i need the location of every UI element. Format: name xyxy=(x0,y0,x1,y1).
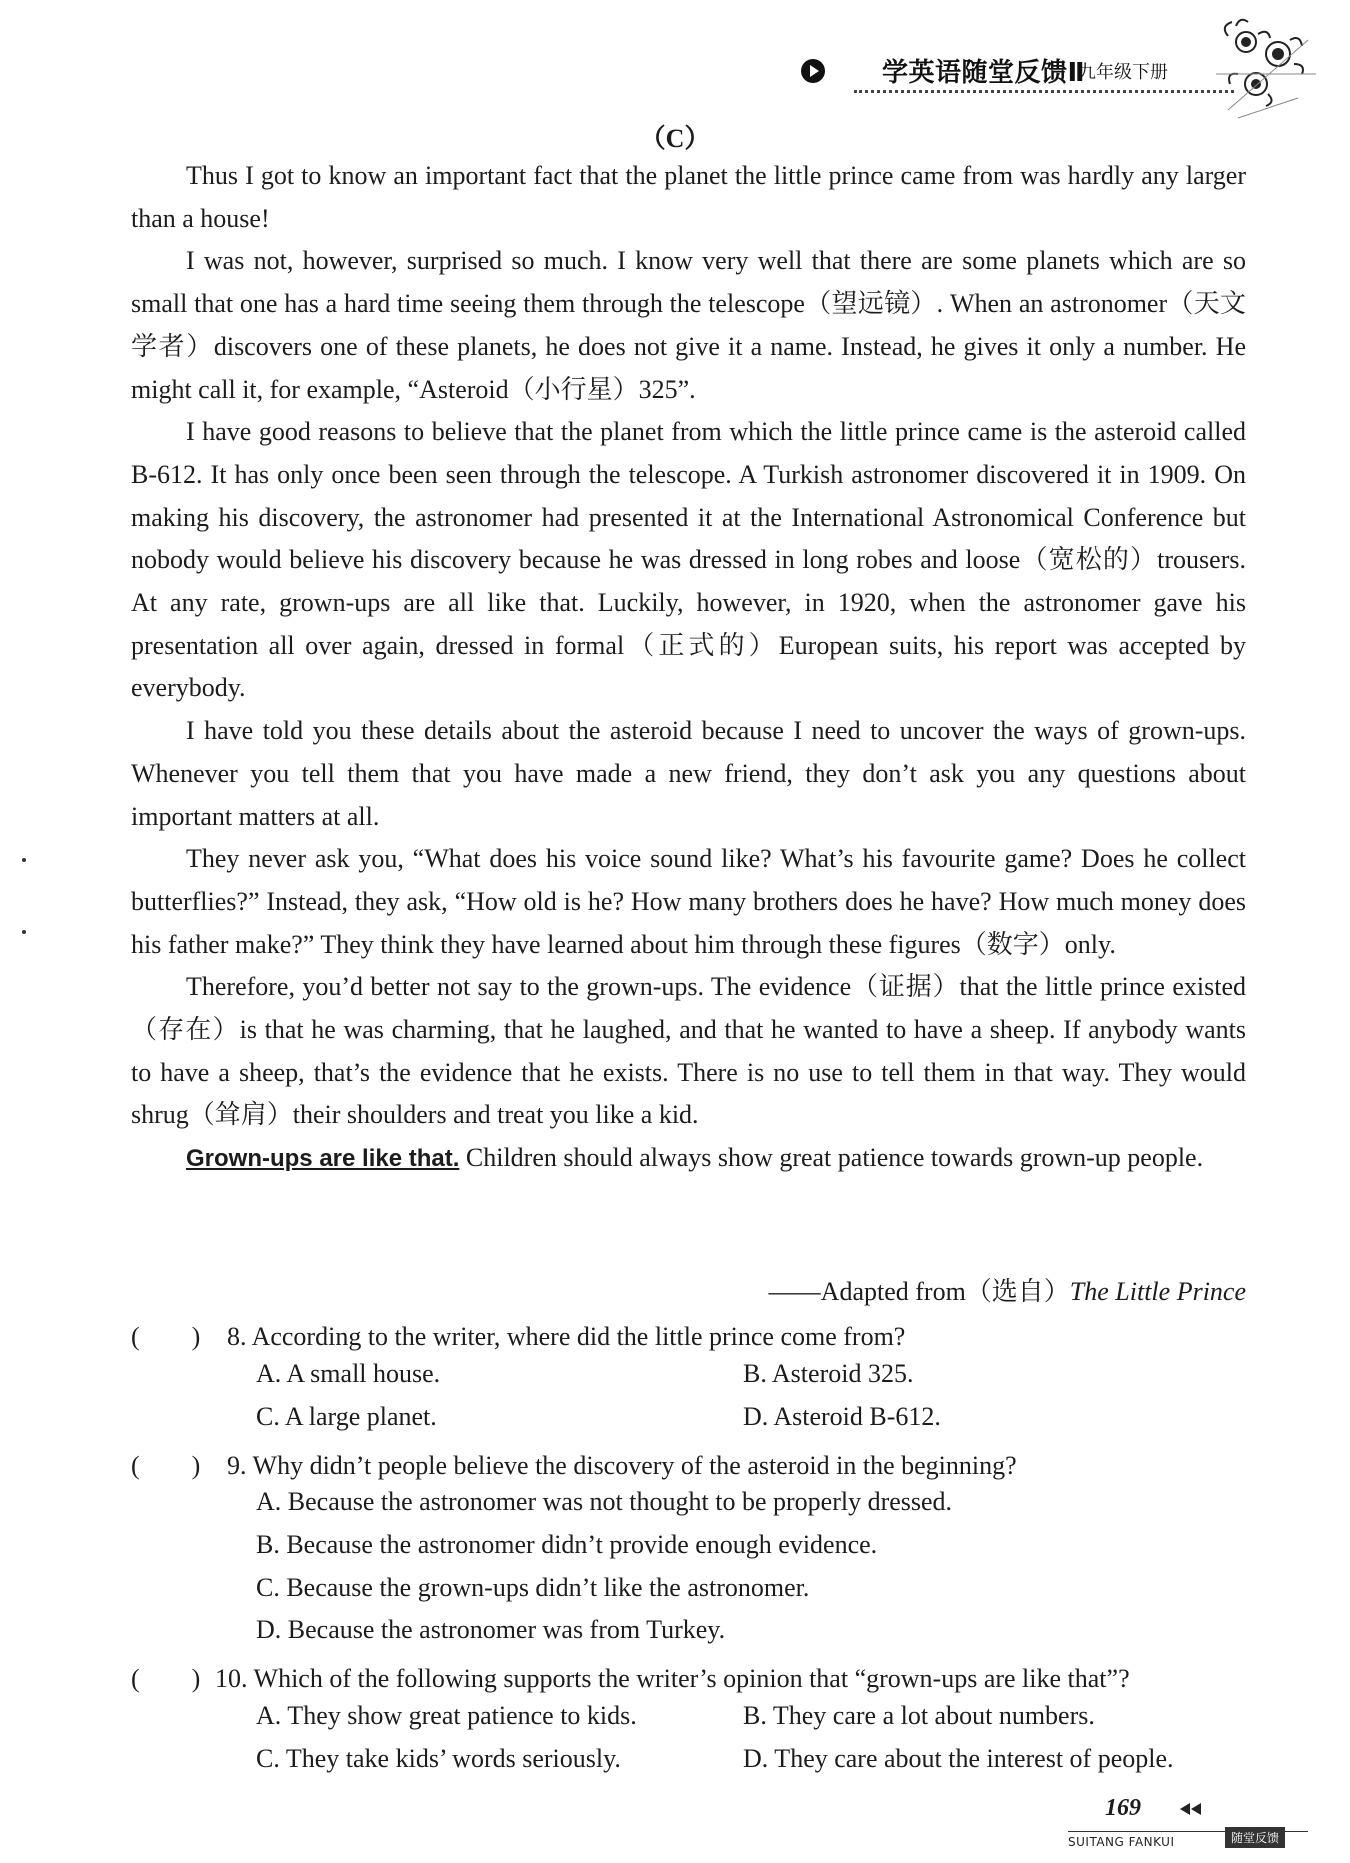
option-c[interactable]: C. Because the grown-ups didn’t like the astronomer. xyxy=(256,1573,810,1602)
play-circle-icon xyxy=(800,58,826,84)
question-text: Which of the following supports the writer’s opinion that “grown-ups are like that”? xyxy=(253,1664,1130,1693)
book-subtitle: 九年级下册 xyxy=(1078,62,1168,83)
header-divider xyxy=(854,90,1234,93)
option-a[interactable]: A. Because the astronomer was not thought to be properly dressed. xyxy=(256,1487,953,1516)
question-text: According to the writer, where did the little prince come from? xyxy=(251,1322,906,1351)
option-c[interactable]: C. They take kids’ words seriously. xyxy=(256,1744,621,1773)
answer-blank[interactable]: ( ) xyxy=(131,1664,201,1693)
underlined-sentence: Grown-ups are like that. xyxy=(186,1145,460,1173)
scan-mark xyxy=(22,858,26,862)
double-left-arrow-icon xyxy=(1180,1803,1202,1815)
option-c[interactable]: C. A large planet. xyxy=(256,1402,437,1431)
section-title: （C） xyxy=(639,124,711,153)
question-9 xyxy=(131,1445,1017,1482)
paragraph: I was not, however, surprised so much. I know very well that there are some planets which are so small that one has a hard time seeing them through the telescope（望远镜）. When an astronomer（天文学者）discovers one of these planets, he does not give it a name. Instead, he gives it only a number. He might call it, for example, “Asteroid（小行星）325”. xyxy=(131,246,1246,404)
paragraph-rest: Children should always show great patience towards grown-up people. xyxy=(459,1143,1204,1173)
option-b[interactable]: B. Asteroid 325. xyxy=(743,1359,914,1388)
scan-mark xyxy=(22,930,26,934)
option-b[interactable]: B. They care a lot about numbers. xyxy=(743,1701,1095,1730)
source-title: The Little Prince xyxy=(1069,1277,1246,1306)
page-footer xyxy=(1050,1795,1330,1855)
paragraph: I have good reasons to believe that the planet from which the little prince came is the asteroid called B-612. It has only once been seen through the telescope. A Turkish astronomer discovered it in 1909. On making his discovery, the astronomer had presented it at the International Astronomical Conference but nobody would believe his discovery because he was dressed in long robes and loose（宽松的）trousers. At any rate, grown-ups are all like that. Luckily, however, in 1920, when the astronomer gave his presentation all over again, dressed in formal（正式的）European suits, his report was accepted by everybody. xyxy=(131,417,1246,703)
paragraph: They never ask you, “What does his voice sound like? What’s his favourite game? Does he collect butterflies?” Instead, they ask, “How old is he? How many brothers does he have? How much money does his father make?” They think they have learned about him through these figures（数字）only. xyxy=(131,844,1246,959)
flower-decoration-icon xyxy=(1208,14,1328,134)
source-citation xyxy=(769,1271,1246,1308)
answer-blank[interactable]: ( ) xyxy=(131,1322,201,1351)
option-a[interactable]: A. They show great patience to kids. xyxy=(256,1701,637,1730)
question-text: Why didn’t people believe the discovery of the asteroid in the beginning? xyxy=(252,1451,1017,1480)
paragraph: I have told you these details about the asteroid because I need to uncover the ways of grown-ups. Whenever you tell them that you have made a new friend, they don’t ask you any questions about important matters at all. xyxy=(131,716,1246,831)
question-8 xyxy=(131,1316,905,1353)
question-10 xyxy=(131,1658,1130,1695)
option-d[interactable]: D. Because the astronomer was from Turkey. xyxy=(256,1615,726,1644)
question-number: 10. xyxy=(215,1664,248,1693)
footer-badge: 随堂反馈 xyxy=(1225,1827,1285,1848)
question-number: 8. xyxy=(227,1322,247,1351)
answer-blank[interactable]: ( ) xyxy=(131,1451,201,1480)
book-title: 学英语随堂反馈Ⅱ xyxy=(882,58,1086,88)
page-number: 169 xyxy=(1105,1795,1141,1821)
paragraph: Thus I got to know an important fact that the planet the little prince came from was hardly any larger than a house! xyxy=(131,161,1246,233)
question-number: 9. xyxy=(227,1451,247,1480)
option-d[interactable]: D. Asteroid B-612. xyxy=(743,1402,941,1431)
footer-brand: SUITANG FANKUI xyxy=(1068,1835,1175,1849)
option-b[interactable]: B. Because the astronomer didn’t provide enough evidence. xyxy=(256,1530,878,1559)
reading-passage xyxy=(131,155,1246,1181)
source-prefix: ——Adapted from（选自） xyxy=(768,1277,1070,1306)
option-d[interactable]: D. They care about the interest of people. xyxy=(743,1744,1174,1773)
paragraph-last xyxy=(131,1137,1246,1181)
paragraph: Therefore, you’d better not say to the grown-ups. The evidence（证据）that the little prince existed（存在）is that he was charming, that he laughed, and that he wanted to have a sheep. If anybody wants to have a sheep, that’s the evidence that he exists. There is no use to tell them in that way. They would shrug（耸肩）their shoulders and treat you like a kid. xyxy=(131,972,1246,1130)
option-a[interactable]: A. A small house. xyxy=(256,1359,441,1388)
